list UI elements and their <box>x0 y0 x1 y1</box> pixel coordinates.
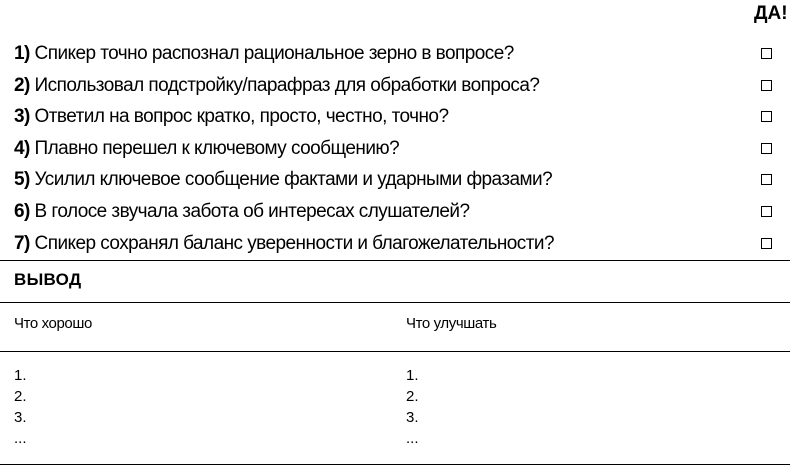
bottom-divider <box>0 464 790 465</box>
question-text: Ответил на вопрос кратко, просто, честно, точно? <box>34 106 449 128</box>
question-number: 1) <box>14 43 30 64</box>
questions-list <box>14 38 790 259</box>
question-text: Спикер точно распознал рациональное зерно в вопросе? <box>34 43 514 64</box>
question-number: 7) <box>14 232 30 254</box>
yes-checkbox-7[interactable] <box>761 238 772 249</box>
good-item[interactable]: ... <box>14 430 27 447</box>
columns-divider <box>0 351 790 352</box>
good-items-list <box>14 365 27 449</box>
improve-item[interactable]: ... <box>406 430 419 447</box>
good-column-header: Что хорошо <box>14 315 92 332</box>
question-number: 5) <box>14 169 30 191</box>
question-text: Усилил ключевое сообщение фактами и ударными фразами? <box>34 169 553 191</box>
question-number: 6) <box>14 200 30 222</box>
question-row-4 <box>14 133 790 165</box>
question-number: 4) <box>14 137 30 159</box>
improve-item[interactable]: 1. <box>406 367 419 384</box>
conclusion-title: ВЫВОД <box>14 270 82 289</box>
question-row-1 <box>14 38 790 70</box>
improve-item[interactable]: 3. <box>406 409 419 426</box>
conclusion-divider <box>0 302 790 303</box>
good-item[interactable]: 3. <box>14 409 27 426</box>
good-item[interactable]: 1. <box>14 367 27 384</box>
question-row-2 <box>14 70 790 102</box>
improve-items-list <box>406 365 419 449</box>
yes-checkbox-1[interactable] <box>761 48 772 59</box>
yes-checkbox-6[interactable] <box>761 206 772 217</box>
question-number: 3) <box>14 106 30 128</box>
section-divider <box>0 260 790 261</box>
improve-item[interactable]: 2. <box>406 388 419 405</box>
question-text: В голосе звучала забота об интересах слушателей? <box>34 200 470 222</box>
yes-column-header: ДА! <box>754 3 788 24</box>
yes-checkbox-2[interactable] <box>761 80 772 91</box>
yes-checkbox-3[interactable] <box>761 111 772 122</box>
question-row-7 <box>14 228 790 260</box>
yes-checkbox-5[interactable] <box>761 174 772 185</box>
question-number: 2) <box>14 74 30 96</box>
good-item[interactable]: 2. <box>14 388 27 405</box>
yes-checkbox-4[interactable] <box>761 143 772 154</box>
question-row-3 <box>14 101 790 133</box>
question-row-6 <box>14 196 790 228</box>
question-text: Использовал подстройку/парафраз для обработки вопроса? <box>34 74 540 96</box>
improve-column-header: Что улучшать <box>406 315 497 332</box>
question-text: Плавно перешел к ключевому сообщению? <box>34 137 400 159</box>
question-row-5 <box>14 164 790 196</box>
question-text: Спикер сохранял баланс уверенности и благожелательности? <box>34 232 554 254</box>
